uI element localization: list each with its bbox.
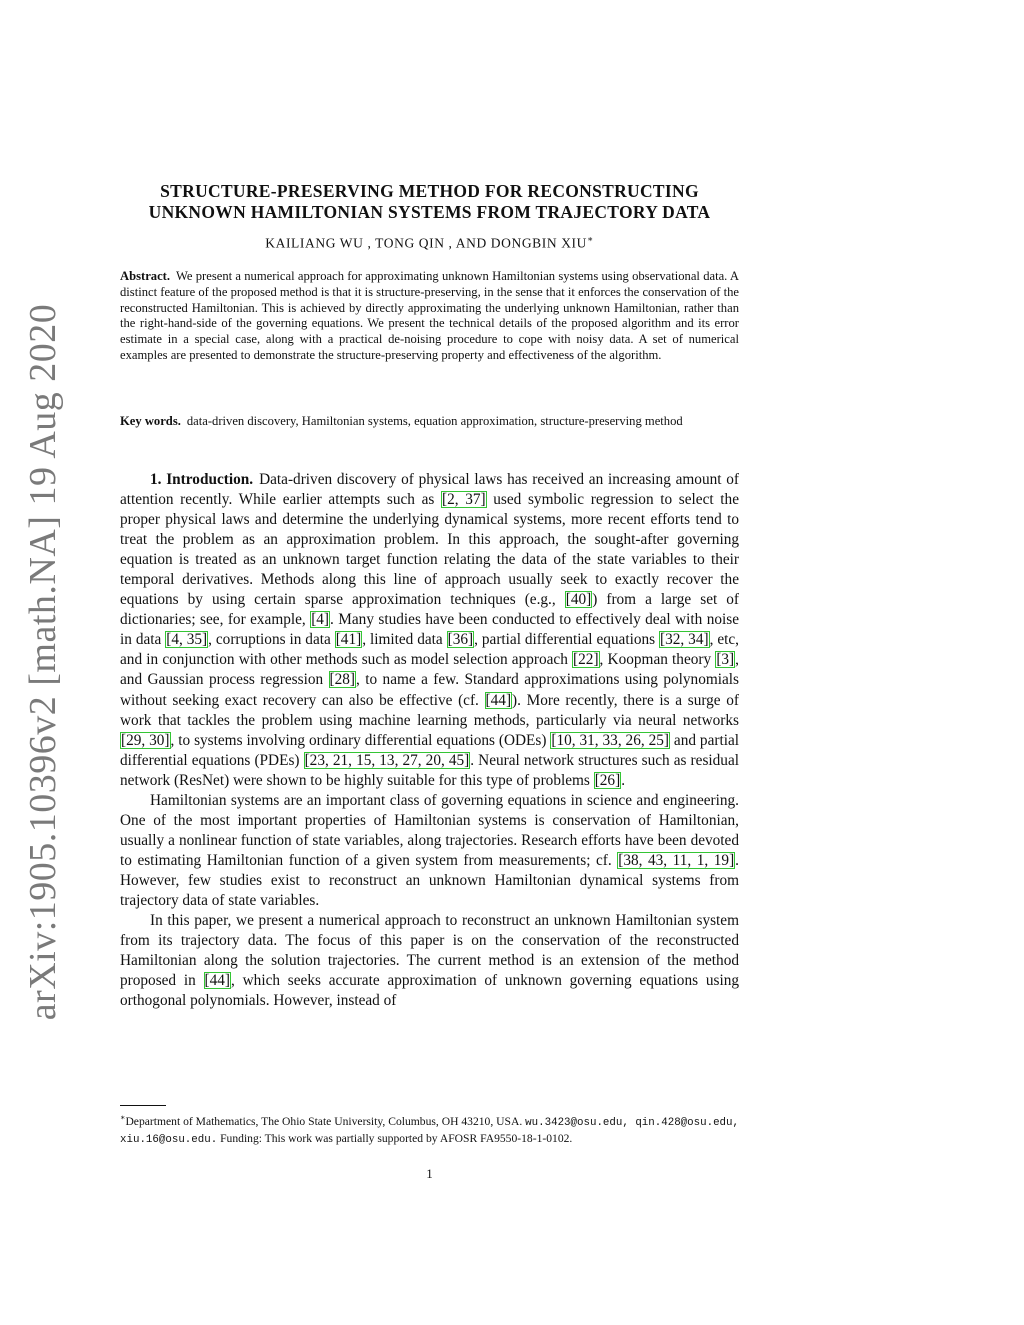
paragraph-text: Hamiltonian systems are an important class of governing equations in science and engineering. One of the most important properties of Hamiltonian systems is conservation of Hamiltonian, usually a nonlinear function of state variables, along trajectories. Research efforts have been devoted to estimating Hamiltonian function of a given system from measurements; cf.: [120, 791, 739, 869]
citation-link[interactable]: [29, 30]: [121, 731, 170, 749]
keywords: [120, 414, 739, 430]
paragraph-text: , corruptions in data: [208, 631, 335, 649]
citation-link[interactable]: [41]: [335, 631, 362, 649]
paragraph-text: Data-driven discovery of physical laws has received an increasing amount of attention recently. While earlier attempts such as: [120, 471, 739, 509]
paragraph-text: .: [621, 771, 626, 789]
citation-link[interactable]: [40]: [565, 591, 592, 609]
author-list: [100, 234, 759, 252]
citation-link[interactable]: [32, 34]: [660, 631, 709, 649]
paragraph-text: , to systems involving ordinary differential equations (ODEs): [170, 731, 551, 749]
footnote-divider: [120, 1105, 166, 1106]
paragraph-text: . Many studies have been conducted to effectively deal with noise in data: [120, 611, 739, 649]
citation-link[interactable]: [22]: [573, 651, 599, 669]
citation-link[interactable]: [38, 43, 11, 1, 19]: [618, 851, 735, 869]
author-names: KAILIANG WU , TONG QIN , AND DONGBIN XIU: [265, 235, 587, 251]
paragraph-text: and partial differential equations (PDEs): [120, 731, 739, 769]
citation-link[interactable]: [4, 35]: [166, 631, 208, 649]
page-number: 1: [426, 1166, 433, 1181]
paragraph-text: . However, few studies exist to reconstruct an unknown Hamiltonian dynamical systems from trajectory data of state variables.: [120, 851, 739, 909]
citation-link[interactable]: [26]: [594, 771, 621, 789]
citation-link[interactable]: [4]: [311, 611, 330, 629]
title-line-2: UNKNOWN HAMILTONIAN SYSTEMS FROM TRAJECTORY DATA: [148, 202, 711, 222]
abstract: [120, 269, 739, 364]
keywords-label: Key words.: [120, 414, 181, 428]
abstract-label: Abstract.: [120, 269, 171, 283]
introduction-section: [120, 470, 739, 1011]
citation-link[interactable]: [2, 37]: [442, 491, 486, 509]
footnote: [120, 1110, 739, 1149]
citation-link[interactable]: [36]: [447, 631, 474, 649]
paragraph-text: ) from a large set of dictionaries; see, for example,: [120, 591, 739, 629]
paragraph-text: In this paper, we present a numerical approach to reconstruct an unknown Hamiltonian system from its trajectory data. The focus of this paper is on the conservation of the reconstructed Hamiltonian along the solution trajectories. The current method is an extension of the method proposed in: [120, 912, 739, 990]
paragraph-text: used symbolic regression to select the proper physical laws and determine the underlying dynamical systems, more recent efforts tend to treat the problem as an approximation problem. In this approach, the sought-after governing equation is treated as an unknown target function relating the data of the state variables to their temporal derivatives. Methods along this line of approach usually seek to exactly recover the equations by using certain sparse approximation techniques (e.g.,: [120, 491, 739, 609]
paragraph-text: , Koopman theory: [599, 651, 716, 669]
section-heading: 1. Introduction.: [150, 471, 254, 488]
paragraph-text: . Neural network structures such as residual network (ResNet) were shown to be highly suitable for this type of problems: [120, 751, 739, 789]
title-line-1: STRUCTURE-PRESERVING METHOD FOR RECONSTRUCTING: [160, 181, 699, 201]
citation-link[interactable]: [23, 21, 15, 13, 27, 20, 45]: [304, 751, 470, 769]
paragraph-text: , etc, and in conjunction with other methods such as model selection approach: [120, 631, 739, 669]
arxiv-identifier-text: arXiv:1905.10396v2 [math.NA] 19 Aug 2020: [22, 303, 64, 1021]
citation-link[interactable]: [3]: [716, 651, 735, 669]
paragraph-text: , which seeks accurate approximation of unknown governing equations using orthogonal polynomials. However, instead of: [120, 972, 739, 1010]
paragraph-text: , limited data: [362, 631, 447, 649]
intro-paragraph-1: [120, 470, 739, 791]
paper-title: [100, 181, 759, 223]
citation-link[interactable]: [44]: [204, 972, 231, 990]
footnote-emails[interactable]: wu.3423@osu.edu, qin.428@osu.edu, xiu.16@osu.edu.: [120, 1116, 739, 1147]
author-footnote-mark: ∗: [587, 234, 594, 244]
footnote-affiliation: Department of Mathematics, The Ohio State University, Columbus, OH 43210, USA.: [125, 1114, 523, 1128]
citation-link[interactable]: [44]: [485, 691, 512, 709]
citation-link[interactable]: [28]: [329, 671, 356, 689]
footnote-funding: Funding: This work was partially supported by AFOSR FA9550-18-1-0102.: [220, 1132, 573, 1146]
paragraph-text: , partial differential equations: [474, 631, 660, 649]
paragraph-text: ). More recently, there is a surge of work that tackles the problem using machine learning methods, particularly via neural networks: [120, 691, 739, 729]
paragraph-text: , to name a few. Standard approximations using polynomials without seeking exact recovery can also be effective (cf.: [120, 671, 739, 709]
intro-paragraph-3: [120, 911, 739, 1011]
footnote-mark: ∗: [120, 1113, 126, 1122]
keywords-text: data-driven discovery, Hamiltonian systems, equation approximation, structure-preserving method: [186, 414, 683, 428]
paragraph-text: , and Gaussian process regression: [120, 651, 739, 689]
citation-link[interactable]: [10, 31, 33, 26, 25]: [551, 731, 669, 749]
abstract-text: We present a numerical approach for approximating unknown Hamiltonian systems using observational data. A distinct feature of the proposed method is that it is structure-preserving, in the sense that it enforces the conservation of the reconstructed Hamiltonian. This is achieved by directly approximating the underlying unknown Hamiltonian, rather than the right-hand-side of the governing equations. We present the technical details of the proposed algorithm and its error estimate in a special case, along with a practical de-noising procedure to cope with noisy data. A set of numerical examples are presented to demonstrate the structure-preserving property and effectiveness of the algorithm.: [120, 269, 739, 362]
intro-paragraph-2: [120, 791, 739, 911]
